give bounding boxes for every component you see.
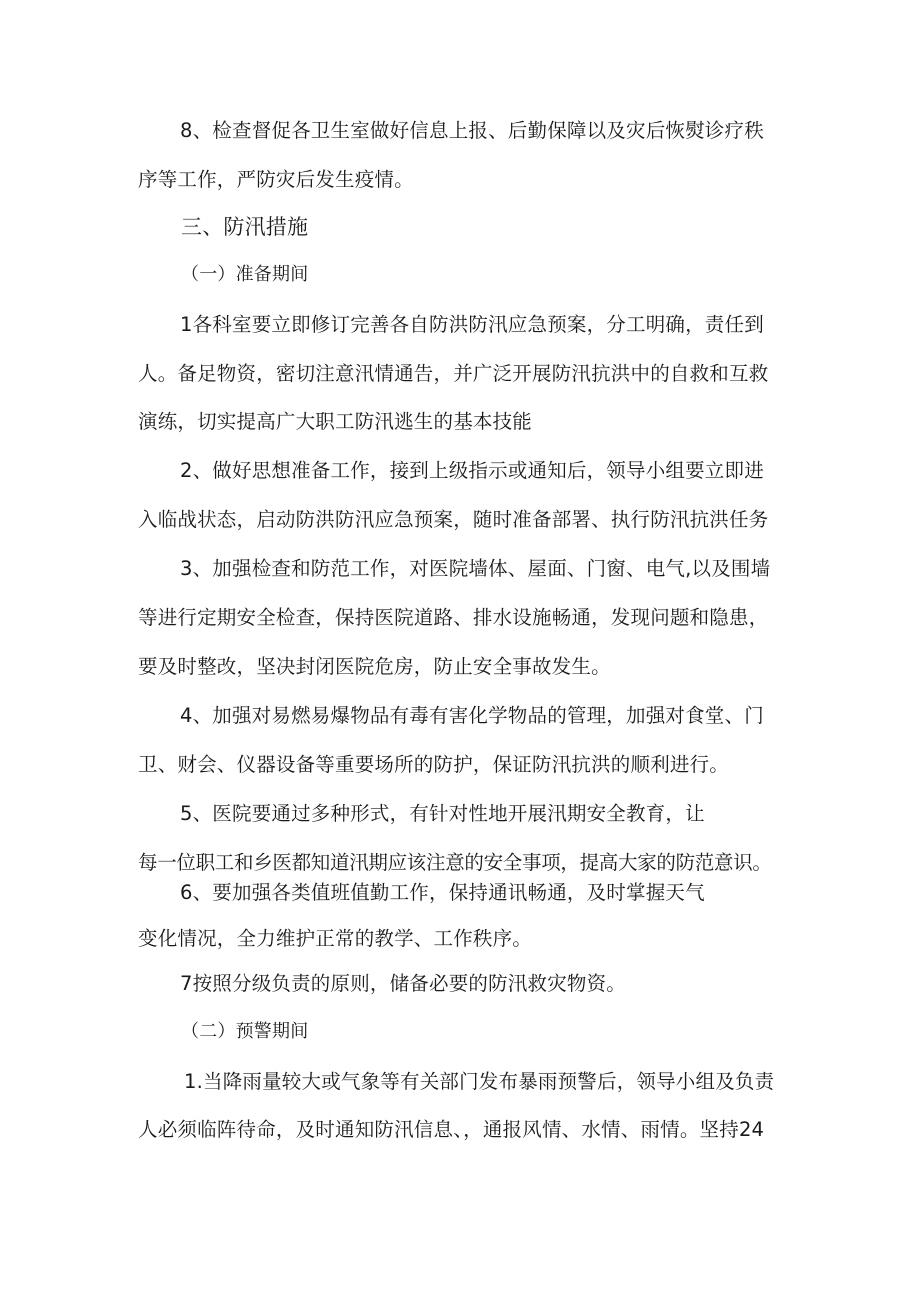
warning-para-1-line-2: 人必须临阵待命，及时通知防汛信息、，通报风情、水情、雨情。坚持24 bbox=[138, 1118, 765, 1141]
para-4-line-1: 4、加强对易燃易爆物品有毒有害化学物品的管理，加强对食堂、门 bbox=[180, 704, 764, 727]
para-3-line-1: 3、加强检查和防范工作，对医院墙体、屋面、门窗、电气,以及围墙 bbox=[180, 557, 771, 580]
para-3-line-3: 要及时整改，坚决封闭医院危房，防止安全事故发生。 bbox=[138, 655, 611, 678]
section-heading-3: 三、防汛措施 bbox=[181, 215, 309, 239]
para-3-line-2: 等进行定期安全检查，保持医院道路、排水设施畅通，发现问题和隐患， bbox=[138, 606, 769, 629]
para-6-line-1: 6、要加强各类值班值勤工作，保持通讯畅通，及时掌握天气 bbox=[180, 881, 705, 904]
para-6-line-2: 变化情况，全力维护正常的教学、工作秩序。 bbox=[138, 927, 533, 950]
para-2-line-1: 2、做好思想准备工作，接到上级指示或通知后，领导小组要立即进 bbox=[180, 459, 764, 482]
para-4-line-2: 卫、财会、仪器设备等重要场所的防护，保证防汛抗洪的顺利进行。 bbox=[138, 753, 730, 776]
para-5-line-1: 5、医院要通过多种形式，有针对性地开展汛期安全教育，让 bbox=[180, 802, 705, 825]
para-1-line-3: 演练，切实提高广大职工防汛逃生的基本技能 bbox=[138, 410, 533, 433]
para-1-line-2: 人。备足物资，密切注意汛情通告，并广泛开展防汛抗洪中的自救和互救 bbox=[138, 362, 769, 385]
warning-para-1-line-1: 1.当降雨量较大或气象等有关部门发布暴雨预警后，领导小组及负责 bbox=[184, 1070, 775, 1093]
para-2-line-2: 入临战状态，启动防洪防汛应急预案，随时准备部署、执行防汛抗洪任务 bbox=[138, 508, 769, 531]
subsection-heading-warning: （二）预警期间 bbox=[181, 1021, 309, 1042]
para-5-line-2: 每一位职工和乡医都知道汛期应该注意的安全事项，提高大家的防范意识。 bbox=[138, 851, 772, 874]
para-7-line-1: 7按照分级负责的原则，储备必要的防汛救灾物资。 bbox=[180, 972, 627, 995]
para-1-line-1: 1各科室要立即修订完善各自防洪防汛应急预案，分工明确，责任到 bbox=[180, 313, 764, 336]
subsection-heading-prep: （一）准备期间 bbox=[181, 264, 309, 285]
para-8-line-1: 8、检查督促各卫生室做好信息上报、后勤保障以及灾后恢熨诊疗秩 bbox=[180, 119, 764, 142]
para-8-line-2: 序等工作，严防灾后发生疫情。 bbox=[138, 168, 414, 191]
